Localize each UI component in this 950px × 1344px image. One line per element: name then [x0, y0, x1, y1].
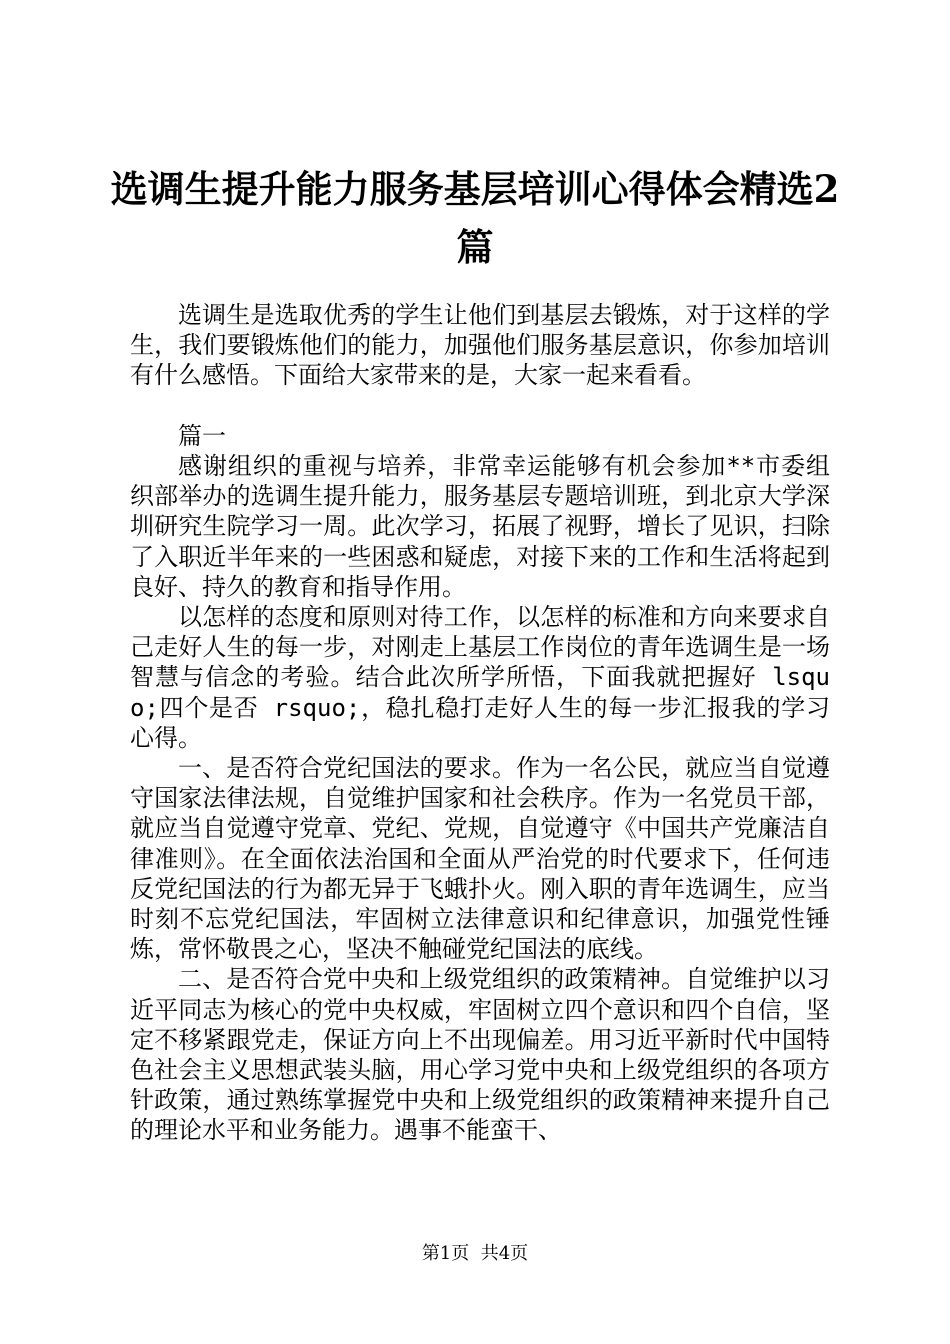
body-paragraph: 一、是否符合党纪国法的要求。作为一名公民，就应当自觉遵守国家法律法规，自觉维护国家和社会秩序。作为一名党员干部，就应当自觉遵守党章、党纪、党规，自觉遵守《中国共产党廉洁自律准则》。在全面依法治国和全面从严治党的时代要求下，任何违反党纪国法的行为都无异于飞蛾扑火。刚入职的青年选调生，应当时刻不忘党纪国法，牢固树立法律意识和纪律意识，加强党性锤炼，常怀敬畏之心，坚决不触碰党纪国法的底线。	[130, 754, 830, 964]
page-number: 第1页	[421, 1243, 470, 1264]
body-paragraph: 二、是否符合党中央和上级党组织的政策精神。自觉维护以习近平同志为核心的党中央权威，牢固树立四个意识和四个自信，坚定不移紧跟党走，保证方向上不出现偏差。用习近平新时代中国特色社会主义思想武装头脑，用心学习党中央和上级党组织的各项方针政策，通过熟练掌握党中央和上级党组织的政策精神来提升自己的理论水平和业务能力。遇事不能蛮干、	[130, 965, 830, 1145]
page-total: 共4页	[480, 1243, 529, 1264]
section-heading: 篇一	[178, 421, 226, 450]
body-paragraph: 以怎样的态度和原则对待工作，以怎样的标准和方向来要求自己走好人生的每一步，对刚走上基层工作岗位的青年选调生是一场智慧与信念的考验。结合此次所学所悟，下面我就把握好 lsquo;四个是否 rsquo;，稳扎稳打走好人生的每一步汇报我的学习心得。	[130, 603, 830, 752]
intro-paragraph: 选调生是选取优秀的学生让他们到基层去锻炼，对于这样的学生，我们要锻炼他们的能力，加强他们服务基层意识，你参加培训有什么感悟。下面给大家带来的是，大家一起来看看。	[130, 301, 830, 390]
document-body	[130, 300, 830, 1146]
footer-separator	[469, 1243, 480, 1264]
paragraph-spacer	[130, 391, 830, 421]
document-title: 选调生提升能力服务基层培训心得体会精选2篇	[110, 167, 840, 269]
page-footer	[0, 1242, 950, 1266]
body-paragraph: 感谢组织的重视与培养，非常幸运能够有机会参加**市委组织部举办的选调生提升能力，服务基层专题培训班，到北京大学深圳研究生院学习一周。此次学习，拓展了视野，增长了见识，扫除了入职近半年来的一些困惑和疑虑，对接下来的工作和生活将起到良好、持久的教育和指导作用。	[130, 452, 830, 601]
